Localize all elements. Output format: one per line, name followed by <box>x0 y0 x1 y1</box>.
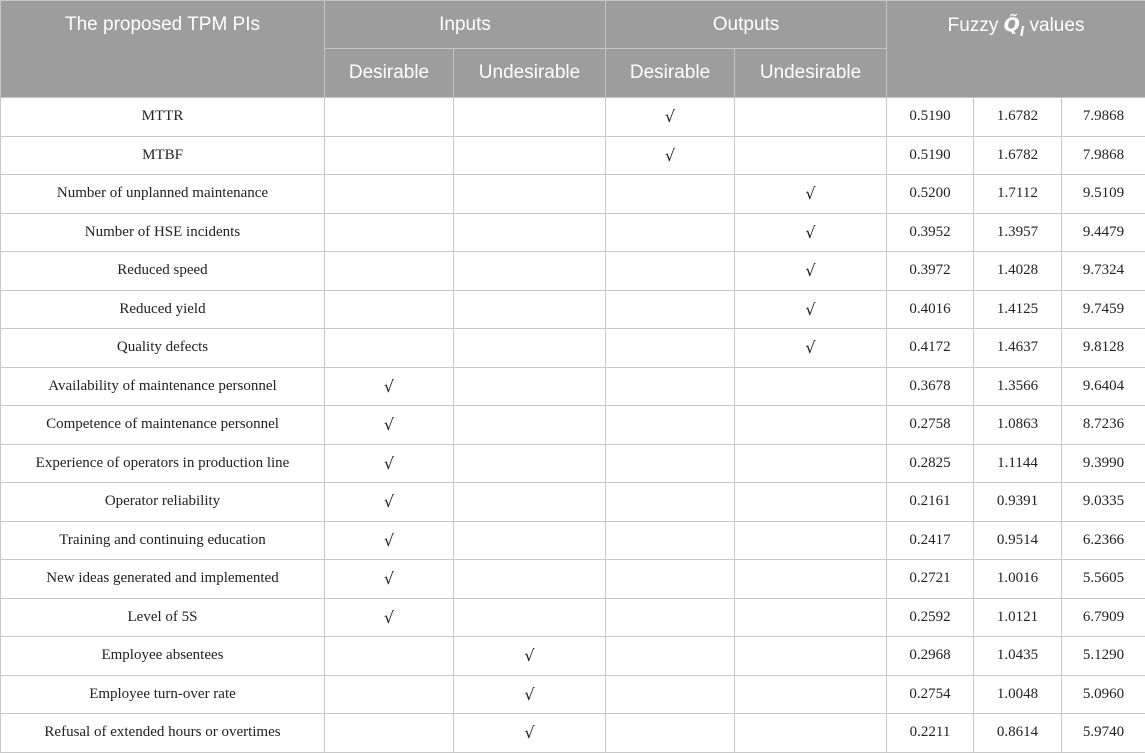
outputs-desirable-cell <box>606 444 735 483</box>
fuzzy-middle-cell: 1.6782 <box>974 136 1062 175</box>
outputs-desirable-cell <box>606 714 735 753</box>
fuzzy-lower-cell: 0.5190 <box>887 98 974 137</box>
outputs-desirable-cell <box>606 290 735 329</box>
fuzzy-upper-cell: 5.9740 <box>1062 714 1145 753</box>
fuzzy-middle-cell: 1.1144 <box>974 444 1062 483</box>
pi-name-cell: Number of unplanned maintenance <box>1 175 325 214</box>
inputs-desirable-cell <box>325 637 454 676</box>
pi-name-cell: Training and continuing education <box>1 521 325 560</box>
header-fuzzy-symbol: $Q̃_i$ <box>1004 14 1025 36</box>
inputs-undesirable-cell <box>454 290 606 329</box>
pi-name-cell: Employee turn-over rate <box>1 675 325 714</box>
inputs-desirable-cell <box>325 175 454 214</box>
header-fuzzy-suffix: values <box>1030 15 1085 36</box>
inputs-desirable-cell: √ <box>325 560 454 599</box>
fuzzy-middle-cell: 1.0016 <box>974 560 1062 599</box>
fuzzy-middle-cell: 0.8614 <box>974 714 1062 753</box>
fuzzy-upper-cell: 9.7459 <box>1062 290 1145 329</box>
fuzzy-upper-cell: 9.0335 <box>1062 483 1145 522</box>
inputs-undesirable-cell <box>454 329 606 368</box>
table-row <box>1 444 1145 483</box>
outputs-undesirable-cell <box>735 675 887 714</box>
outputs-desirable-cell <box>606 175 735 214</box>
outputs-undesirable-cell <box>735 367 887 406</box>
outputs-desirable-cell <box>606 483 735 522</box>
fuzzy-middle-cell: 1.3957 <box>974 213 1062 252</box>
inputs-undesirable-cell <box>454 136 606 175</box>
outputs-desirable-cell <box>606 637 735 676</box>
inputs-undesirable-cell <box>454 213 606 252</box>
table-row <box>1 98 1145 137</box>
fuzzy-upper-cell: 7.9868 <box>1062 136 1145 175</box>
outputs-desirable-cell <box>606 560 735 599</box>
header-inputs-undesirable: Undesirable <box>454 49 606 98</box>
outputs-desirable-cell <box>606 675 735 714</box>
outputs-desirable-cell <box>606 521 735 560</box>
outputs-desirable-cell <box>606 598 735 637</box>
fuzzy-lower-cell: 0.2721 <box>887 560 974 599</box>
inputs-undesirable-cell <box>454 252 606 291</box>
header-fuzzy-values <box>887 1 1145 98</box>
fuzzy-lower-cell: 0.2758 <box>887 406 974 445</box>
table-row <box>1 521 1145 560</box>
fuzzy-upper-cell: 9.3990 <box>1062 444 1145 483</box>
fuzzy-upper-cell: 9.6404 <box>1062 367 1145 406</box>
inputs-desirable-cell <box>325 252 454 291</box>
fuzzy-middle-cell: 1.6782 <box>974 98 1062 137</box>
fuzzy-lower-cell: 0.3952 <box>887 213 974 252</box>
inputs-undesirable-cell <box>454 367 606 406</box>
inputs-desirable-cell: √ <box>325 521 454 560</box>
table-row <box>1 367 1145 406</box>
fuzzy-lower-cell: 0.4172 <box>887 329 974 368</box>
outputs-undesirable-cell <box>735 406 887 445</box>
fuzzy-upper-cell: 9.7324 <box>1062 252 1145 291</box>
fuzzy-middle-cell: 1.7112 <box>974 175 1062 214</box>
fuzzy-middle-cell: 1.4028 <box>974 252 1062 291</box>
fuzzy-middle-cell: 1.3566 <box>974 367 1062 406</box>
inputs-desirable-cell: √ <box>325 483 454 522</box>
fuzzy-upper-cell: 9.8128 <box>1062 329 1145 368</box>
inputs-undesirable-cell <box>454 521 606 560</box>
outputs-undesirable-cell: √ <box>735 290 887 329</box>
inputs-desirable-cell <box>325 136 454 175</box>
fuzzy-lower-cell: 0.3972 <box>887 252 974 291</box>
fuzzy-lower-cell: 0.2161 <box>887 483 974 522</box>
pi-name-cell: Availability of maintenance personnel <box>1 367 325 406</box>
fuzzy-upper-cell: 6.2366 <box>1062 521 1145 560</box>
table-header <box>1 1 1145 98</box>
pi-name-cell: Employee absentees <box>1 637 325 676</box>
fuzzy-lower-cell: 0.5190 <box>887 136 974 175</box>
fuzzy-middle-cell: 1.0435 <box>974 637 1062 676</box>
fuzzy-upper-cell: 9.4479 <box>1062 213 1145 252</box>
pi-name-cell: Reduced speed <box>1 252 325 291</box>
fuzzy-middle-cell: 0.9391 <box>974 483 1062 522</box>
inputs-desirable-cell: √ <box>325 598 454 637</box>
header-fuzzy-prefix: Fuzzy <box>948 15 999 36</box>
outputs-undesirable-cell: √ <box>735 329 887 368</box>
header-inputs-desirable: Desirable <box>325 49 454 98</box>
pi-name-cell: Experience of operators in production line <box>1 444 325 483</box>
fuzzy-lower-cell: 0.2754 <box>887 675 974 714</box>
fuzzy-upper-cell: 5.0960 <box>1062 675 1145 714</box>
table-row <box>1 252 1145 291</box>
inputs-desirable-cell: √ <box>325 444 454 483</box>
pi-name-cell: Reduced yield <box>1 290 325 329</box>
fuzzy-lower-cell: 0.3678 <box>887 367 974 406</box>
table-row <box>1 637 1145 676</box>
inputs-desirable-cell <box>325 290 454 329</box>
pi-name-cell: Refusal of extended hours or overtimes <box>1 714 325 753</box>
fuzzy-upper-cell: 7.9868 <box>1062 98 1145 137</box>
outputs-undesirable-cell: √ <box>735 175 887 214</box>
outputs-undesirable-cell <box>735 598 887 637</box>
header-pi-name: The proposed TPM PIs <box>1 1 325 98</box>
inputs-desirable-cell <box>325 329 454 368</box>
fuzzy-upper-cell: 6.7909 <box>1062 598 1145 637</box>
fuzzy-upper-cell: 9.5109 <box>1062 175 1145 214</box>
table-row <box>1 483 1145 522</box>
pi-name-cell: Competence of maintenance personnel <box>1 406 325 445</box>
outputs-undesirable-cell <box>735 637 887 676</box>
outputs-desirable-cell <box>606 213 735 252</box>
outputs-desirable-cell <box>606 329 735 368</box>
header-outputs: Outputs <box>606 1 887 49</box>
outputs-undesirable-cell <box>735 483 887 522</box>
fuzzy-lower-cell: 0.4016 <box>887 290 974 329</box>
pi-name-cell: New ideas generated and implemented <box>1 560 325 599</box>
fuzzy-middle-cell: 1.0121 <box>974 598 1062 637</box>
outputs-desirable-cell <box>606 406 735 445</box>
inputs-undesirable-cell <box>454 98 606 137</box>
outputs-desirable-cell <box>606 367 735 406</box>
inputs-desirable-cell <box>325 675 454 714</box>
pi-name-cell: MTTR <box>1 98 325 137</box>
fuzzy-upper-cell: 5.5605 <box>1062 560 1145 599</box>
table-row <box>1 560 1145 599</box>
fuzzy-upper-cell: 8.7236 <box>1062 406 1145 445</box>
pi-name-cell: MTBF <box>1 136 325 175</box>
table-row <box>1 714 1145 753</box>
outputs-undesirable-cell: √ <box>735 213 887 252</box>
table-row <box>1 406 1145 445</box>
outputs-undesirable-cell <box>735 560 887 599</box>
fuzzy-middle-cell: 1.0863 <box>974 406 1062 445</box>
pi-name-cell: Operator reliability <box>1 483 325 522</box>
inputs-undesirable-cell: √ <box>454 637 606 676</box>
inputs-undesirable-cell <box>454 175 606 214</box>
inputs-desirable-cell <box>325 714 454 753</box>
inputs-undesirable-cell: √ <box>454 675 606 714</box>
table-row <box>1 598 1145 637</box>
fuzzy-lower-cell: 0.2968 <box>887 637 974 676</box>
fuzzy-middle-cell: 1.0048 <box>974 675 1062 714</box>
fuzzy-middle-cell: 1.4637 <box>974 329 1062 368</box>
fuzzy-lower-cell: 0.2211 <box>887 714 974 753</box>
outputs-undesirable-cell <box>735 714 887 753</box>
outputs-undesirable-cell <box>735 521 887 560</box>
inputs-desirable-cell: √ <box>325 406 454 445</box>
outputs-desirable-cell: √ <box>606 136 735 175</box>
inputs-undesirable-cell <box>454 598 606 637</box>
table-row <box>1 175 1145 214</box>
outputs-undesirable-cell <box>735 98 887 137</box>
outputs-desirable-cell: √ <box>606 98 735 137</box>
inputs-undesirable-cell: √ <box>454 714 606 753</box>
outputs-undesirable-cell: √ <box>735 252 887 291</box>
table-row <box>1 675 1145 714</box>
table-row <box>1 136 1145 175</box>
fuzzy-lower-cell: 0.5200 <box>887 175 974 214</box>
fuzzy-lower-cell: 0.2592 <box>887 598 974 637</box>
inputs-undesirable-cell <box>454 483 606 522</box>
inputs-desirable-cell <box>325 213 454 252</box>
outputs-undesirable-cell <box>735 136 887 175</box>
fuzzy-middle-cell: 1.4125 <box>974 290 1062 329</box>
inputs-desirable-cell: √ <box>325 367 454 406</box>
inputs-desirable-cell <box>325 98 454 137</box>
header-outputs-undesirable: Undesirable <box>735 49 887 98</box>
fuzzy-middle-cell: 0.9514 <box>974 521 1062 560</box>
table-row <box>1 290 1145 329</box>
header-outputs-desirable: Desirable <box>606 49 735 98</box>
pi-name-cell: Number of HSE incidents <box>1 213 325 252</box>
inputs-undesirable-cell <box>454 406 606 445</box>
table-body <box>1 98 1145 753</box>
inputs-undesirable-cell <box>454 444 606 483</box>
table-row <box>1 213 1145 252</box>
pi-name-cell: Level of 5S <box>1 598 325 637</box>
inputs-undesirable-cell <box>454 560 606 599</box>
outputs-desirable-cell <box>606 252 735 291</box>
fuzzy-lower-cell: 0.2825 <box>887 444 974 483</box>
fuzzy-upper-cell: 5.1290 <box>1062 637 1145 676</box>
outputs-undesirable-cell <box>735 444 887 483</box>
table-row <box>1 329 1145 368</box>
fuzzy-lower-cell: 0.2417 <box>887 521 974 560</box>
header-inputs: Inputs <box>325 1 606 49</box>
pi-name-cell: Quality defects <box>1 329 325 368</box>
